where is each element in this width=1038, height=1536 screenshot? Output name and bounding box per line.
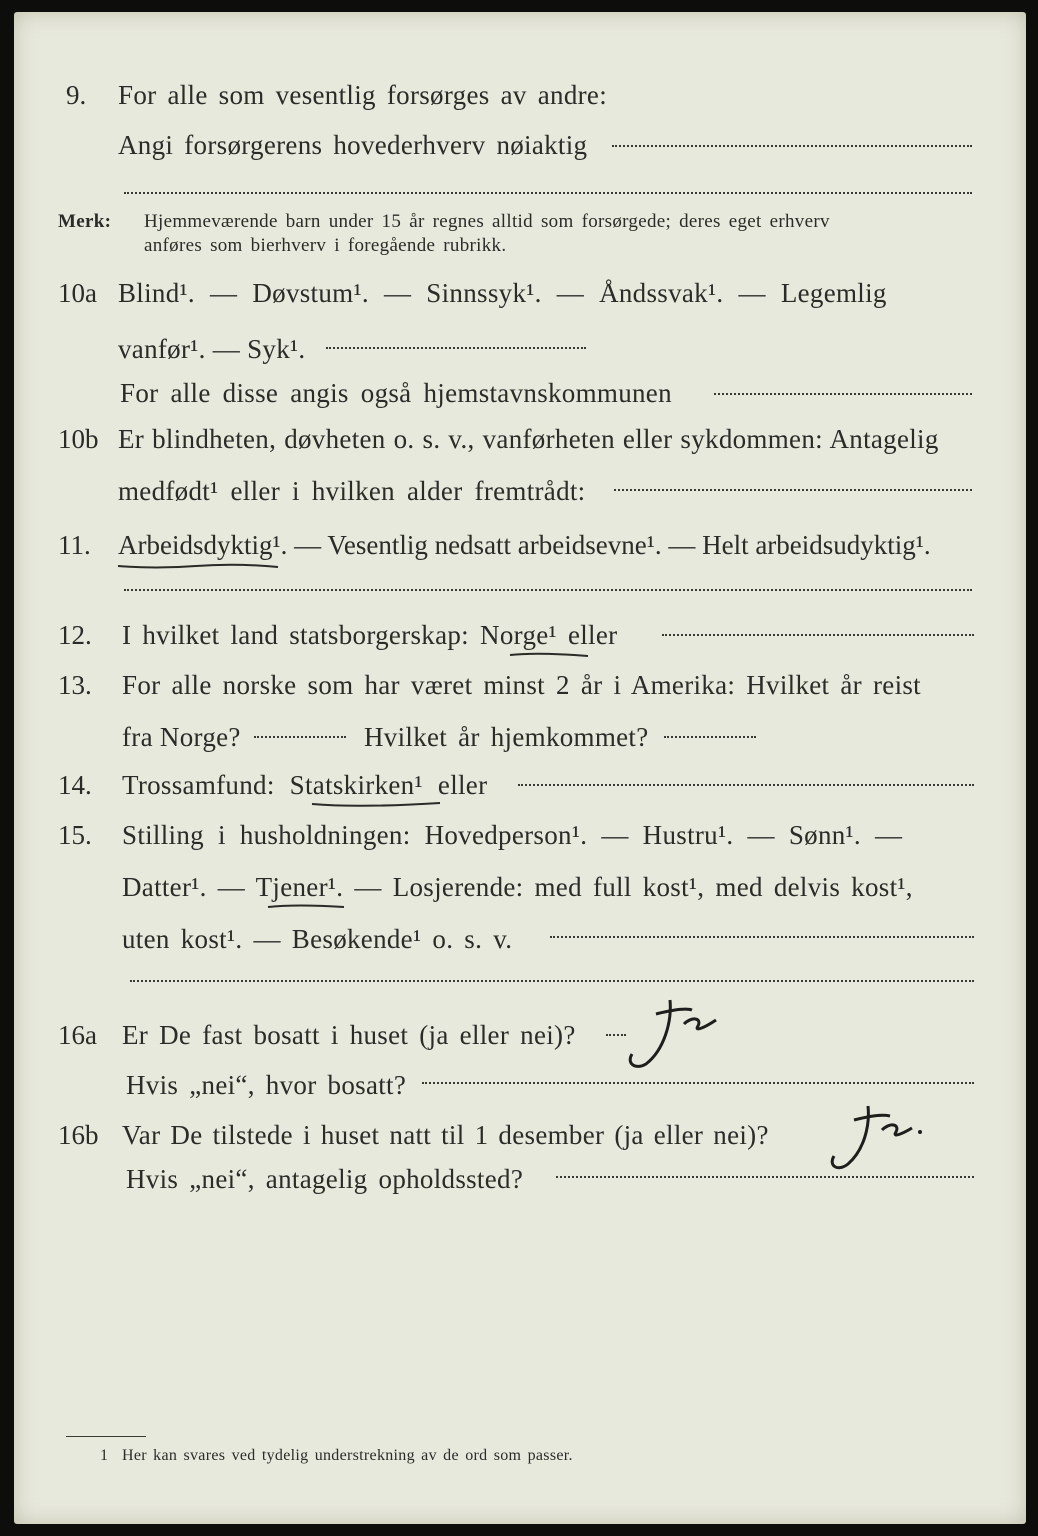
q13-hjemkommet-line [664, 736, 756, 738]
q15-extra-line [130, 980, 974, 982]
footnote-rule [66, 1436, 146, 1437]
question-number-15: 15. [58, 820, 92, 850]
merk-line1: Hjemmeværende barn under 15 år regnes alltid som forsørgede; deres eget erhverv [144, 211, 830, 232]
q10a-answer-line [326, 347, 586, 349]
q15-line1: Stilling i husholdningen: Hovedperson¹. — Hustru¹. — Sønn¹. — [122, 820, 903, 850]
q16b-handwritten-answer [824, 1100, 934, 1180]
question-number-9: 9. [66, 80, 87, 110]
q12-line1: I hvilket land statsborgerskap: Norge¹ eller [122, 620, 618, 650]
q11-line1: Arbeidsdyktig¹. — Vesentlig nedsatt arbeidsevne¹. — Helt arbeidsudyktig¹. [118, 530, 931, 560]
q9-line1: For alle som vesentlig forsørges av andre: [118, 80, 607, 110]
question-number-13: 13. [58, 670, 92, 700]
q16a-line1: Er De fast bosatt i huset (ja eller nei)? [122, 1020, 576, 1050]
q14-line1: Trossamfund: Statskirken¹ eller [122, 770, 488, 800]
q10a-line3: For alle disse angis også hjemstavnskommunen [120, 378, 672, 408]
question-number-10b: 10b [58, 424, 99, 454]
q10a-line1: Blind¹. — Døvstum¹. — Sinnssyk¹. — Åndssvak¹. — Legemlig [118, 278, 887, 308]
q10a-kommune-line [714, 393, 972, 395]
q13-line2a: fra Norge? [122, 722, 241, 752]
q15-underline-mark [266, 898, 346, 904]
q10b-line2: medfødt¹ eller i hvilken alder fremtrådt: [118, 476, 586, 506]
q16b-line2: Hvis „nei“, antagelig opholdssted? [126, 1164, 524, 1194]
q11-extra-line [124, 589, 972, 591]
q9-answer-line [612, 145, 972, 147]
question-number-12: 12. [58, 620, 92, 650]
question-number-11: 11. [58, 530, 91, 560]
q13-line2b: Hvilket år hjemkommet? [364, 722, 649, 752]
question-number-10a: 10a [58, 278, 97, 308]
q13-line1: For alle norske som har været minst 2 år i Amerika: Hvilket år reist [122, 670, 921, 700]
q14-underline-mark [310, 796, 442, 802]
q9-extra-line [124, 192, 972, 194]
q9-line2: Angi forsørgerens hovederhverv nøiaktig [118, 130, 588, 160]
question-number-14: 14. [58, 770, 92, 800]
q16a-line2: Hvis „nei“, hvor bosatt? [126, 1070, 407, 1100]
q11-underline-mark [116, 558, 280, 564]
form-page [14, 12, 1026, 1524]
q10b-line1: Er blindheten, døvheten o. s. v., vanførheten eller sykdommen: Antagelig [118, 424, 939, 454]
q12-underline-mark [508, 646, 590, 652]
q14-answer-line [518, 784, 974, 786]
q12-answer-line [662, 634, 974, 636]
footnote-text: Her kan svares ved tydelig understrekning av de ord som passer. [122, 1447, 573, 1464]
merk-label: Merk: [58, 211, 112, 232]
q16a-bosatt-line [422, 1082, 974, 1084]
q15-answer-line [550, 936, 974, 938]
footnote-mark: 1 [100, 1447, 109, 1464]
q16a-handwritten-answer [612, 992, 722, 1072]
q10b-answer-line [614, 489, 972, 491]
question-number-16a: 16a [58, 1020, 97, 1050]
q15-line3: uten kost¹. — Besøkende¹ o. s. v. [122, 924, 513, 954]
q10a-line2: vanfør¹. — Syk¹. [118, 334, 306, 364]
q16b-opholdssted-line [556, 1176, 974, 1178]
question-number-16b: 16b [58, 1120, 99, 1150]
q13-reist-line [254, 736, 346, 738]
q16b-line1: Var De tilstede i huset natt til 1 desember (ja eller nei)? [122, 1120, 769, 1150]
merk-line2: anføres som bierhverv i foregående rubrikk. [144, 235, 507, 256]
q15-line2: Datter¹. — Tjener¹. — Losjerende: med full kost¹, med delvis kost¹, [122, 872, 913, 902]
